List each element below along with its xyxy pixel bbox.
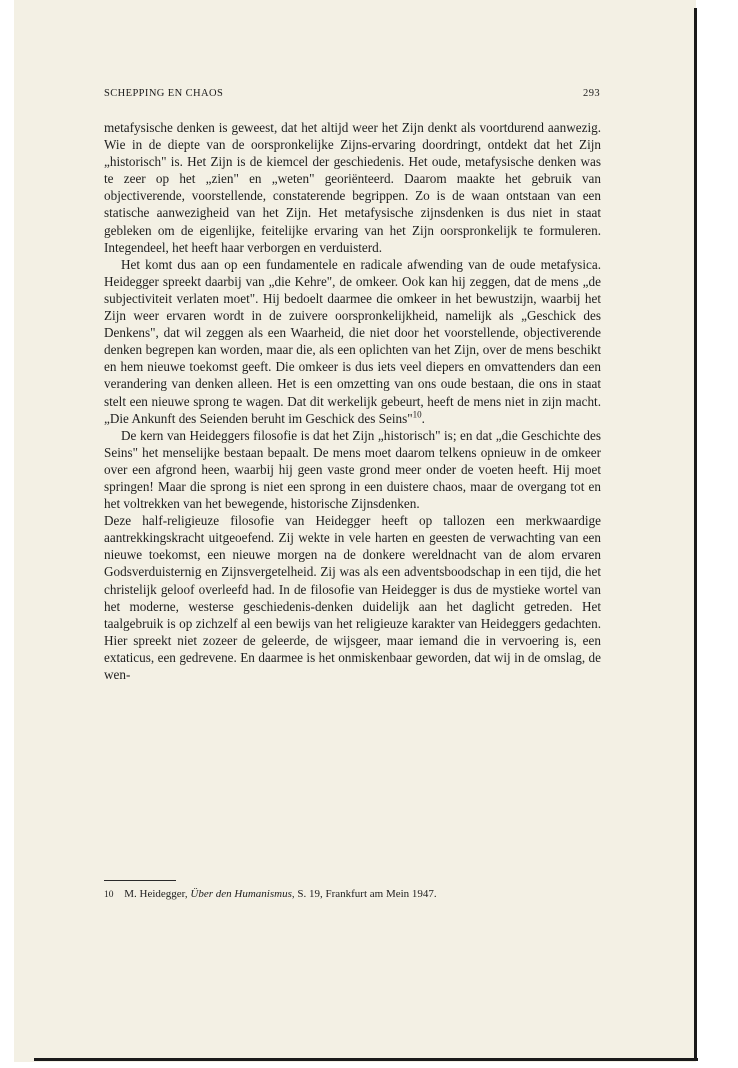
footnote-rest: S. 19, Frankfurt am Mein 1947.: [297, 888, 437, 900]
paragraph-1: metafysische denken is geweest, dat het altijd weer het Zijn denkt als voortdurend aanwezig. Wie in de diepte van de oorspronkelijke Zijns-ervaring doordringt, ontdekt dat het Zijn „historisch" is. Het Zijn is de kiemcel der geschiedenis. Het oude, metafysische denken was te zeer op het „zien" en „weten" georiënteerd. Daarom maakte het gebruik van objectiverende, voorstellende, constaterende begrippen. Zo is de waan ontstaan van een statische aanwezigheid van het Zijn. Het metafysische zijnsdenken is dus niet in staat gebleken om de eigenlijke, feitelijke ervaring van het Zijn oorspronkelijk te formuleren. Integendeel, het heeft haar verborgen en verduisterd.: [104, 120, 601, 255]
page-shadow-right: [694, 8, 697, 1060]
paragraph-2-text: Het komt dus aan op een fundamentele en radicale afwending van de oude metafysica. Heidegger spreekt daarbij van „die Kehre", de omkeer. Ook kan hij zeggen, dat de mens „de subjectiviteit verlaten moet". Hij bedoelt daarmee die omkeer in het bewustzijn, waarbij het Zijn weer ervaren wordt in de zuivere oorspronkelijkheid, namelijk als „Geschick des Denkens", dat wil zeggen als een Waarheid, die niet door het voorstellende, objectiverende denken begrepen kan worden, maar die, als een oplichten van het Zijn, over de mens beschikt en hem nieuwe toekomst geeft. Die omkeer is dus iets veel diepers en omvattenders dan een verandering van denken alleen. Het is een omzetting van ons oude bestaan, die ons in staat stelt een nieuwe sprong te wagen. Dat dit werkelijk gebeurt, heeft de mens niet in zijn macht. „Die Ankunft des Seienden beruht im Geschick des Seins": [104, 256, 601, 426]
body-text: [104, 119, 601, 683]
running-title: SCHEPPING EN CHAOS: [104, 88, 224, 99]
paragraph-2-end: .: [421, 410, 425, 426]
page-number: 293: [583, 88, 600, 99]
paragraph-3: De kern van Heideggers filosofie is dat het Zijn „historisch" is; en dat „die Geschichte des Seins" het menselijke bestaan bepaalt. De mens moet daarom telkens opnieuw in de omkeer over een afgrond heen, waarbij hij geen vaste grond meer onder de voeten heeft. Hij moet springen! Maar die sprong is niet een sprong in een duistere chaos, maar de overgang tot en het voltrekken van het bewegende, historische Zijnsdenken.: [104, 427, 601, 512]
footnote-author: M. Heidegger,: [124, 888, 188, 900]
footnote-number: 10: [104, 890, 114, 900]
footnote-reference: 10: [412, 409, 422, 420]
page-shadow-bottom: [34, 1058, 698, 1061]
footnote: [104, 888, 601, 900]
footnote-rule: [104, 880, 176, 881]
paragraph-2: [104, 256, 601, 427]
footnote-title: Über den Humanismus,: [190, 888, 295, 900]
paragraph-4: Deze half-religieuze filosofie van Heidegger heeft op tallozen een merkwaardige aantrekkingskracht uitgeoefend. Zij wekte in vele harten en geesten de verwachting van een nieuwe toekomst, een nieuwe morgen na de donkere wereldnacht van de alom ervaren Godsverduisternig en Zijnsvergetelheid. Zij was als een adventsboodschap in een tijd, die het christelijk geloof overleefd had. In de filosofie van Heidegger is dus de mystieke wortel van het moderne, westerse geschiedenis-denken duidelijk aan het daglicht getreden. Het taalgebruik is op zichzelf al een bewijs van het religieuze karakter van Heideggers gedachten. Hier spreekt niet zozeer de geleerde, de wijsgeer, maar iemand die in vervoering is, een extaticus, een gedrevene. En daarmee is het onmiskenbaar geworden, dat wij in de omslag, de wen-: [104, 513, 601, 682]
